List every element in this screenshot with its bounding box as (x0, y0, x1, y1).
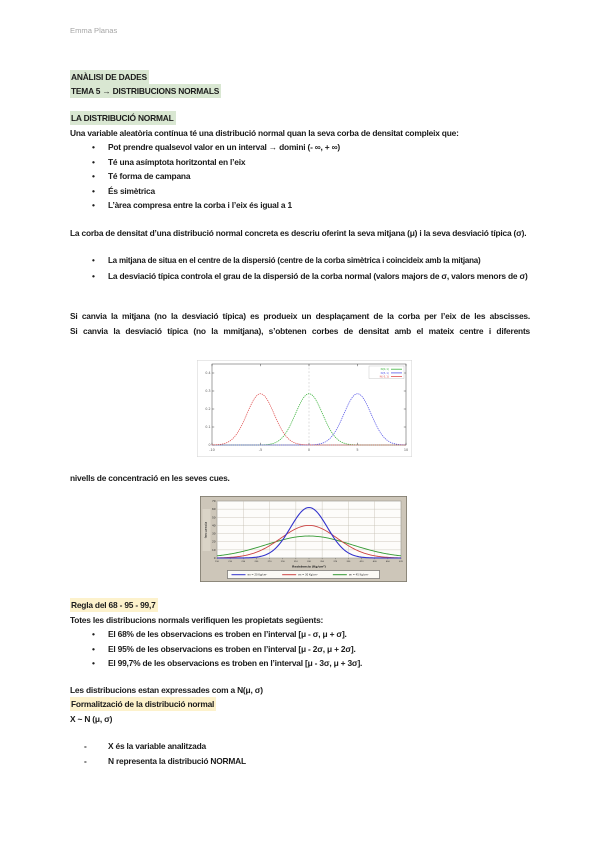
list-item: - N representa la distribució NORMAL (70, 754, 530, 769)
svg-text:N(5,1): N(5,1) (380, 370, 389, 375)
svg-text:250: 250 (254, 561, 259, 563)
svg-text:Resistencia (Kg/cm²): Resistencia (Kg/cm²) (292, 564, 326, 569)
svg-text:410: 410 (359, 561, 364, 563)
rule-intro: Totes les distribucions normals verifiquen les propietats següents: (70, 615, 324, 625)
section-heading-normal-text: LA DISTRIBUCIÓ NORMAL (70, 111, 176, 125)
sd-change-line: Si canvia la desviació típica (no la mmitjana), s’obtenen corbes de densitat amb el mateix centre i diferents (70, 326, 530, 336)
course-title-text: ANÀLISI DE DADES (70, 70, 149, 84)
svg-text:N(-5,1): N(-5,1) (379, 374, 389, 379)
list-item: • El 68% de les observacions es troben en l’interval [μ - σ, μ + σ]. (70, 627, 530, 642)
svg-text:470: 470 (399, 561, 403, 563)
section-heading-normal (70, 111, 530, 125)
svg-text:-10: -10 (209, 448, 215, 452)
svg-text:frecuencia: frecuencia (204, 521, 208, 539)
svg-text:390: 390 (346, 561, 351, 563)
list-item: • El 99,7% de les observacions es troben en l’interval [μ - 3σ, μ + 3σ]. (70, 656, 530, 671)
rule-list (70, 627, 530, 671)
course-title (70, 70, 530, 84)
svg-text:330: 330 (307, 561, 311, 563)
svg-text:0.3: 0.3 (205, 389, 211, 394)
normal-curves-sigma-chart (200, 496, 407, 582)
svg-text:270: 270 (267, 561, 272, 563)
list-item: • El 95% de les observacions es troben en l’interval [μ - 2σ, μ + 2σ]. (70, 642, 530, 657)
rule-heading-text: Regla del 68 - 95 - 99,7 (70, 598, 158, 612)
tema-title-text: TEMA 5 → DISTRIBUCIONS NORMALS (70, 84, 221, 98)
rule-heading (70, 598, 530, 612)
svg-text:310: 310 (293, 561, 298, 563)
svg-text:0.4: 0.4 (205, 371, 211, 376)
svg-text:20: 20 (211, 539, 216, 544)
svg-text:450: 450 (385, 561, 390, 563)
tails-line: nivells de concentració en les seves cues. (70, 473, 230, 483)
mean-change-line: Si canvia la mitjana (no la desviació típica) es produeix un desplaçament de la corba per l’eix de les abscisses. (70, 311, 530, 321)
intro-paragraph: Una variable aleatòria contínua té una distribució normal quan la seva corba de densitat compleix que: (70, 128, 459, 138)
change-paragraph (70, 309, 530, 339)
author-name: Emma Planas (70, 26, 118, 35)
list-item: • L’àrea compresa entre la corba i l’eix és igual a 1 (70, 198, 530, 213)
mean-shift-chart-svg (197, 360, 412, 457)
list-item: • Té una asímptota horitzontal en l’eix (70, 155, 530, 170)
svg-text:10: 10 (403, 448, 409, 452)
svg-text:370: 370 (333, 561, 338, 563)
list-item: • Té forma de campana (70, 169, 530, 184)
tema-title (70, 84, 530, 98)
list-item: • És simètrica (70, 184, 530, 199)
normal-curves-mean-shift-chart (197, 360, 412, 457)
svg-text:-5: -5 (258, 448, 263, 452)
svg-text:210: 210 (228, 561, 233, 563)
formula-line: X ~ N (μ, σ) (70, 714, 113, 724)
svg-text:40: 40 (211, 523, 216, 528)
expressed-line: Les distribucions estan expressades com a N(μ, σ) (70, 685, 263, 695)
list-item: • Pot prendre qualsevol valor en un interval → domini (- ∞, + ∞) (70, 140, 530, 155)
svg-text:430: 430 (372, 561, 377, 563)
list-item: • La mitjana de situa en el centre de la dispersió (centre de la corba simètrica i coincideix amb la mitjana) (70, 254, 530, 269)
list-item: - X és la variable analitzada (70, 739, 530, 754)
svg-text:0: 0 (307, 448, 311, 452)
mean-sd-list (70, 254, 530, 283)
sigma-chart-svg (200, 496, 407, 582)
description-paragraph: La corba de densitat d’una distribució normal concreta es descriu oferint la seva mitjana (μ) i la seva desviació típica (σ). (70, 228, 527, 238)
svg-text:0: 0 (213, 556, 216, 560)
svg-text:10: 10 (211, 547, 216, 552)
svg-text:0.2: 0.2 (205, 407, 211, 412)
svg-text:0: 0 (208, 443, 211, 448)
svg-text:50: 50 (211, 515, 216, 520)
svg-text:60: 60 (211, 507, 216, 512)
svg-text:30: 30 (211, 531, 216, 536)
formal-heading-text: Formalització de la distribució normal (70, 697, 216, 711)
formal-heading (70, 697, 530, 711)
svg-text:230: 230 (241, 561, 246, 563)
svg-text:N(0,1): N(0,1) (380, 367, 389, 372)
properties-list (70, 140, 530, 213)
list-item: • La desviació típica controla el grau de la dispersió de la corba normal (valors majors de σ, valors menors de σ) (70, 269, 530, 284)
svg-text:290: 290 (280, 561, 285, 563)
svg-text:70: 70 (211, 499, 216, 503)
svg-text:350: 350 (320, 561, 325, 563)
svg-text:5: 5 (356, 448, 359, 452)
svg-text:190: 190 (215, 561, 219, 563)
svg-text:0.1: 0.1 (205, 425, 211, 430)
svg-text:σn = 30 Kg/cm²: σn = 30 Kg/cm² (298, 573, 318, 577)
svg-text:σn = 20 Kg/cm²: σn = 20 Kg/cm² (247, 573, 268, 577)
svg-text:σn = 45 Kg/cm²: σn = 45 Kg/cm² (348, 573, 369, 577)
formal-items-list (70, 739, 530, 769)
